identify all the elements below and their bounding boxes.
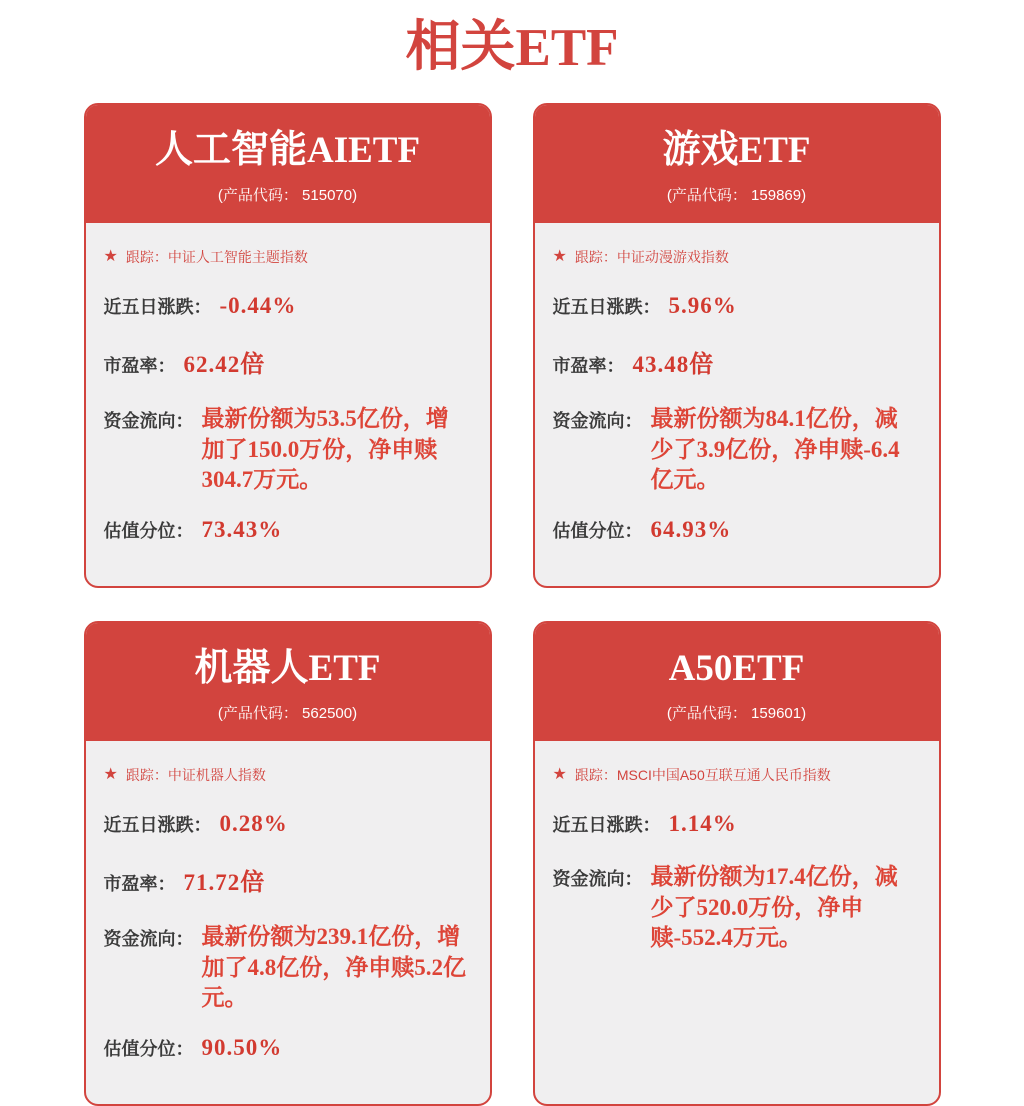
flow-row — [553, 862, 921, 953]
etf-name — [545, 131, 929, 171]
track-row — [553, 247, 921, 267]
card-body — [86, 223, 490, 586]
card-body — [535, 741, 939, 1104]
valuation-value: 73.43% — [201, 517, 283, 543]
etf-name — [545, 649, 929, 689]
track-row — [104, 765, 472, 785]
card-header — [86, 623, 490, 741]
track-label: 跟踪： — [574, 767, 617, 784]
five-day-value: -0.44% — [219, 293, 297, 319]
etf-card-ai — [84, 103, 492, 588]
flow-label: 资金流向： — [103, 411, 194, 432]
track-index: 中证动漫游戏指数 — [616, 249, 729, 266]
pe-unit: 倍 — [240, 351, 265, 379]
pe-row — [104, 862, 472, 897]
five-day-label: 近五日涨跌： — [552, 297, 661, 318]
valuation-label: 估值分位： — [103, 1039, 194, 1060]
star-icon: ★ — [103, 248, 118, 266]
pe-label: 市盈率： — [103, 874, 176, 895]
product-code: (产品代码： 515070) — [217, 187, 358, 205]
etf-name-latin: ETF — [308, 648, 381, 690]
product-code: (产品代码： 159601) — [666, 705, 807, 723]
five-day-row — [553, 811, 921, 837]
card-body — [535, 223, 939, 586]
etf-name-zh: 人工智能 — [154, 129, 307, 172]
page-title — [0, 16, 1024, 77]
valuation-value: 90.50% — [201, 1035, 283, 1061]
valuation-row — [104, 1035, 472, 1061]
track-index: MSCI中国A50互联互通人民币指数 — [616, 767, 831, 784]
track-label: 跟踪： — [125, 249, 168, 266]
etf-card-a50 — [533, 621, 941, 1106]
five-day-label: 近五日涨跌： — [103, 297, 212, 318]
track-label: 跟踪： — [125, 767, 168, 784]
pe-unit: 倍 — [240, 869, 265, 897]
card-body — [86, 741, 490, 1104]
flow-row — [553, 404, 921, 495]
page-title-latin: ETF — [515, 19, 619, 77]
etf-name — [96, 649, 480, 689]
page-title-zh: 相关 — [405, 15, 516, 77]
valuation-row — [104, 517, 472, 543]
pe-label: 市盈率： — [103, 356, 176, 377]
product-code: (产品代码： 159869) — [666, 187, 807, 205]
five-day-row — [104, 293, 472, 319]
pe-label: 市盈率： — [552, 356, 625, 377]
pe-unit: 倍 — [689, 351, 714, 379]
five-day-value: 0.28% — [219, 811, 288, 837]
star-icon: ★ — [552, 248, 567, 266]
card-header — [535, 105, 939, 223]
five-day-label: 近五日涨跌： — [103, 815, 212, 836]
star-icon: ★ — [552, 766, 567, 784]
flow-value: 最新份额为84.1亿份，减少了3.9亿份，净申赎-6.4亿元。 — [650, 406, 900, 492]
flow-label: 资金流向： — [552, 411, 643, 432]
five-day-value: 1.14% — [668, 811, 737, 837]
five-day-row — [104, 811, 472, 837]
pe-value: 62.42 — [183, 352, 241, 378]
five-day-value: 5.96% — [668, 293, 737, 319]
product-code: (产品代码： 562500) — [217, 705, 358, 723]
card-header — [535, 623, 939, 741]
track-row — [553, 765, 921, 785]
etf-name-zh: 游戏 — [662, 129, 739, 172]
pe-row — [104, 344, 472, 379]
etf-name-zh: 机器人 — [194, 647, 309, 690]
five-day-row — [553, 293, 921, 319]
pe-value: 71.72 — [183, 870, 241, 896]
track-index: 中证人工智能主题指数 — [167, 249, 308, 266]
flow-label: 资金流向： — [103, 929, 194, 950]
pe-row — [553, 344, 921, 379]
track-label: 跟踪： — [574, 249, 617, 266]
flow-row — [104, 404, 472, 495]
card-header — [86, 105, 490, 223]
etf-card-robot — [84, 621, 492, 1106]
flow-label: 资金流向： — [552, 869, 643, 890]
etf-card-game — [533, 103, 941, 588]
track-row — [104, 247, 472, 267]
flow-value: 最新份额为239.1亿份，增加了4.8亿份，净申赎5.2亿元。 — [201, 924, 466, 1010]
five-day-label: 近五日涨跌： — [552, 815, 661, 836]
valuation-value: 64.93% — [650, 517, 732, 543]
pe-value: 43.48 — [632, 352, 690, 378]
etf-card-grid — [84, 103, 941, 1106]
valuation-label: 估值分位： — [103, 521, 194, 542]
etf-name-latin: ETF — [738, 130, 811, 172]
flow-value: 最新份额为53.5亿份，增加了150.0万份，净申赎304.7万元。 — [201, 406, 449, 492]
flow-row — [104, 922, 472, 1013]
etf-name-latin: A50ETF — [668, 648, 805, 690]
star-icon: ★ — [103, 766, 118, 784]
valuation-label: 估值分位： — [552, 521, 643, 542]
valuation-row — [553, 517, 921, 543]
flow-value: 最新份额为17.4亿份，减少了520.0万份，净申赎-552.4万元。 — [650, 864, 898, 950]
track-index: 中证机器人指数 — [167, 767, 266, 784]
etf-name-latin: AIETF — [306, 130, 421, 172]
etf-name — [96, 131, 480, 171]
